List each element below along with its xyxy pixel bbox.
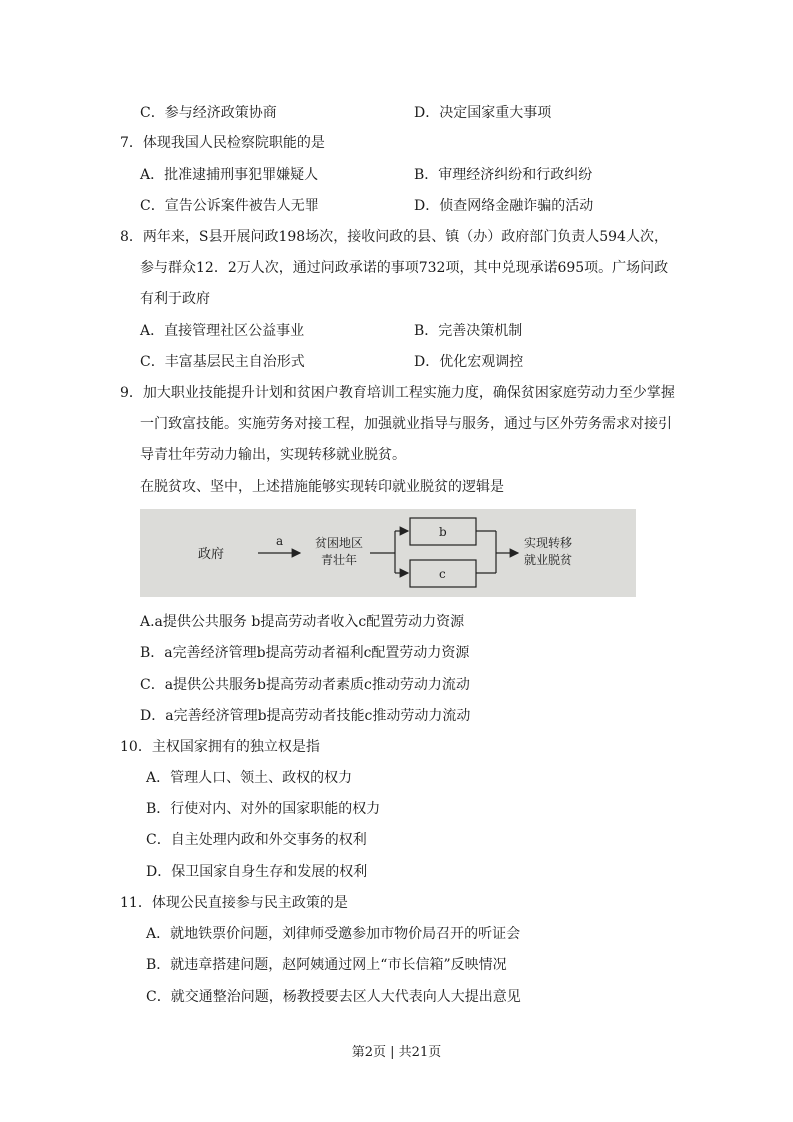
q8-stem-line-1: 8．两年来，S县开展问政198场次，接收问政的县、镇（办）政府部门负责人594人次，	[120, 229, 668, 245]
q10-stem: 10．主权国家拥有的独立权是指	[120, 739, 320, 755]
q8-stem-line-3: 有利于政府	[140, 291, 210, 307]
q7-options-cd	[140, 195, 700, 215]
q9-option-d: D．a完善经济管理b提高劳动者技能c推动劳动力流动	[140, 708, 471, 724]
q8-option-d: D．优化宏观调控	[414, 354, 524, 370]
q8-option-c: C．丰富基层民主自治形式	[140, 354, 305, 370]
q9-flow-diagram-svg	[140, 509, 636, 597]
q8-option-a: A．直接管理社区公益事业	[140, 323, 305, 339]
q6-option-d: D．决定国家重大事项	[414, 105, 552, 121]
q9-option-b: B．a完善经济管理b提高劳动者福利c配置劳动力资源	[140, 645, 470, 661]
q10-option-a: A．管理人口、领土、政权的权力	[146, 770, 353, 786]
q7-option-b: B．审理经济纠纷和行政纠纷	[414, 167, 593, 183]
q7-stem: 7．体现我国人民检察院职能的是	[120, 135, 325, 151]
q6-options-cd	[140, 102, 700, 122]
q6-option-c: C．参与经济政策协商	[140, 105, 277, 121]
page-footer: 第2页 | 共21页	[351, 1045, 442, 1060]
q8-option-b: B．完善决策机制	[414, 323, 523, 339]
q9-option-c: C．a提供公共服务b提高劳动者素质c推动劳动力流动	[140, 677, 470, 693]
diagram-right-label-2: 就业脱贫	[524, 553, 573, 567]
diagram-right-label-1: 实现转移	[524, 536, 573, 550]
q9-option-a: A.a提供公共服务 b提高劳动者收入c配置劳动力资源	[140, 614, 465, 630]
diagram-middle-label-2: 青壮年	[321, 553, 358, 567]
q10-option-d: D．保卫国家自身生存和发展的权利	[146, 864, 368, 880]
q10-option-c: C．自主处理内政和外交事务的权利	[146, 832, 367, 848]
diagram-arrow-a-label: a	[276, 534, 284, 548]
q9-flow-diagram	[140, 509, 636, 597]
q7-option-c: C．宣告公诉案件被告人无罪	[140, 198, 319, 214]
q7-options-ab	[140, 164, 700, 184]
diagram-middle-label-1: 贫困地区	[315, 536, 364, 550]
q11-option-b: B．就违章搭建问题，赵阿姨通过网上“市长信箱”反映情况	[146, 957, 507, 973]
q8-options-ab	[140, 320, 700, 340]
q8-options-cd	[140, 351, 700, 371]
q10-option-b: B．行使对内、对外的国家职能的权力	[146, 801, 381, 817]
q7-option-d: D．侦查网络金融诈骗的活动	[414, 198, 594, 214]
q11-option-c: C．就交通整治问题，杨教授要去区人大代表向人大提出意见	[146, 989, 521, 1005]
diagram-box-b-label: b	[439, 525, 447, 539]
q9-stem-line-3: 导青壮年劳动力输出，实现转移就业脱贫。	[140, 447, 406, 463]
q9-stem-line-4: 在脱贫攻、坚中，上述措施能够实现转印就业脱贫的逻辑是	[140, 479, 504, 495]
q9-stem-line-2: 一门致富技能。实施劳务对接工程，加强就业指导与服务，通过与区外劳务需求对接引	[140, 416, 672, 432]
q11-stem: 11．体现公民直接参与民主政策的是	[120, 895, 348, 911]
q11-option-a: A．就地铁票价问题，刘律师受邀参加市物价局召开的听证会	[146, 926, 521, 942]
q9-stem-line-1: 9．加大职业技能提升计划和贫困户教育培训工程实施力度，确保贫困家庭劳动力至少掌握	[120, 385, 675, 401]
diagram-left-label: 政府	[198, 547, 225, 562]
diagram-box-c-label: c	[439, 567, 446, 581]
q8-stem-line-2: 参与群众12．2万人次，通过问政承诺的事项732项，其中兑现承诺695项。广场问政	[140, 260, 669, 276]
q7-option-a: A．批准逮捕刑事犯罪嫌疑人	[140, 167, 319, 183]
